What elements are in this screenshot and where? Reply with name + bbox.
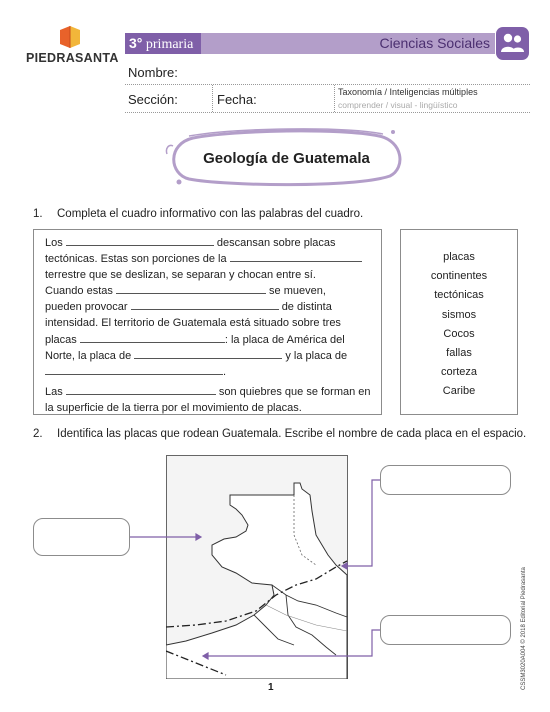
word-bank-item: sismos	[441, 308, 477, 321]
guatemala-map	[166, 455, 348, 679]
text-line: tectónicas. Estas son porciones de la	[45, 251, 375, 267]
word-bank-item: corteza	[440, 366, 478, 379]
question-number: 2.	[33, 428, 43, 440]
question-1-prompt: Completa el cuadro informativo con las palabras del cuadro.	[57, 208, 364, 220]
text-line: la superficie de la tierra por el movimiento de placas.	[45, 401, 302, 414]
taxonomy-title: Taxonomía / Inteligencias múltiples	[338, 87, 478, 97]
text-line: .	[45, 364, 375, 380]
text-line: Norte, la placa de y la placa de	[45, 349, 348, 362]
blank-field[interactable]	[80, 332, 225, 343]
text-line: terrestre que se deslizan, se separan y chocan entre sí.	[45, 269, 316, 282]
piedrasanta-logo-icon	[58, 26, 82, 48]
divider	[212, 85, 213, 112]
word-bank-item: tectónicas	[434, 289, 484, 302]
word-bank-item: Cocos	[443, 327, 475, 340]
blank-field[interactable]	[131, 299, 279, 310]
text-line: Los descansan sobre placas	[45, 237, 336, 249]
grade-text: primaria	[145, 37, 194, 52]
plate-label-field-south[interactable]	[380, 615, 511, 645]
page-title: Geología de Guatemala	[203, 150, 370, 167]
blank-field[interactable]	[45, 364, 223, 375]
word-bank-item: fallas	[446, 346, 472, 359]
word-bank-item: placas	[443, 251, 475, 263]
people-icon	[496, 27, 529, 60]
grade-label	[125, 33, 201, 54]
word-bank-item: Caribe	[442, 385, 476, 398]
text-line: intensidad. El territorio de Guatemala está situado sobre tres	[45, 317, 341, 330]
taxonomy-values: comprender / visual - lingüístico	[338, 100, 458, 110]
page-number: 1	[268, 682, 274, 693]
plate-label-field-north[interactable]	[380, 465, 511, 495]
word-bank-item: continentes	[430, 270, 488, 283]
name-label: Nombre:	[128, 65, 178, 80]
text-line: placas : la placa de América del	[45, 333, 345, 346]
text-line: Las son quiebres que se forman en	[45, 385, 371, 398]
logo-text: PIEDRASANTA	[26, 51, 119, 65]
name-field[interactable]	[125, 84, 530, 85]
blank-field[interactable]	[230, 251, 362, 262]
question-2-prompt: Identifica las placas que rodean Guatemala. Escribe el nombre de cada placa en el espacio.	[57, 428, 527, 440]
section-date-field[interactable]	[125, 112, 530, 113]
blank-field[interactable]	[134, 348, 282, 359]
grade-number: 3°	[129, 35, 143, 51]
plate-label-field-west[interactable]	[33, 518, 130, 556]
date-label: Fecha:	[217, 92, 257, 107]
blank-field[interactable]	[116, 283, 266, 294]
subject-title: Ciencias Sociales	[379, 35, 490, 51]
question-number: 1.	[33, 208, 43, 220]
blank-field[interactable]	[66, 235, 214, 246]
text-line: Cuando estas se mueven,	[45, 285, 326, 298]
word-bank-list	[400, 251, 518, 405]
copyright-code: CSSM3020A004 © 2018 Editorial Piedrasanta	[521, 567, 527, 690]
blank-field[interactable]	[66, 384, 216, 395]
section-label: Sección:	[128, 92, 178, 107]
text-line: pueden provocar de distinta	[45, 301, 332, 314]
divider	[334, 85, 335, 112]
info-text	[45, 235, 375, 416]
